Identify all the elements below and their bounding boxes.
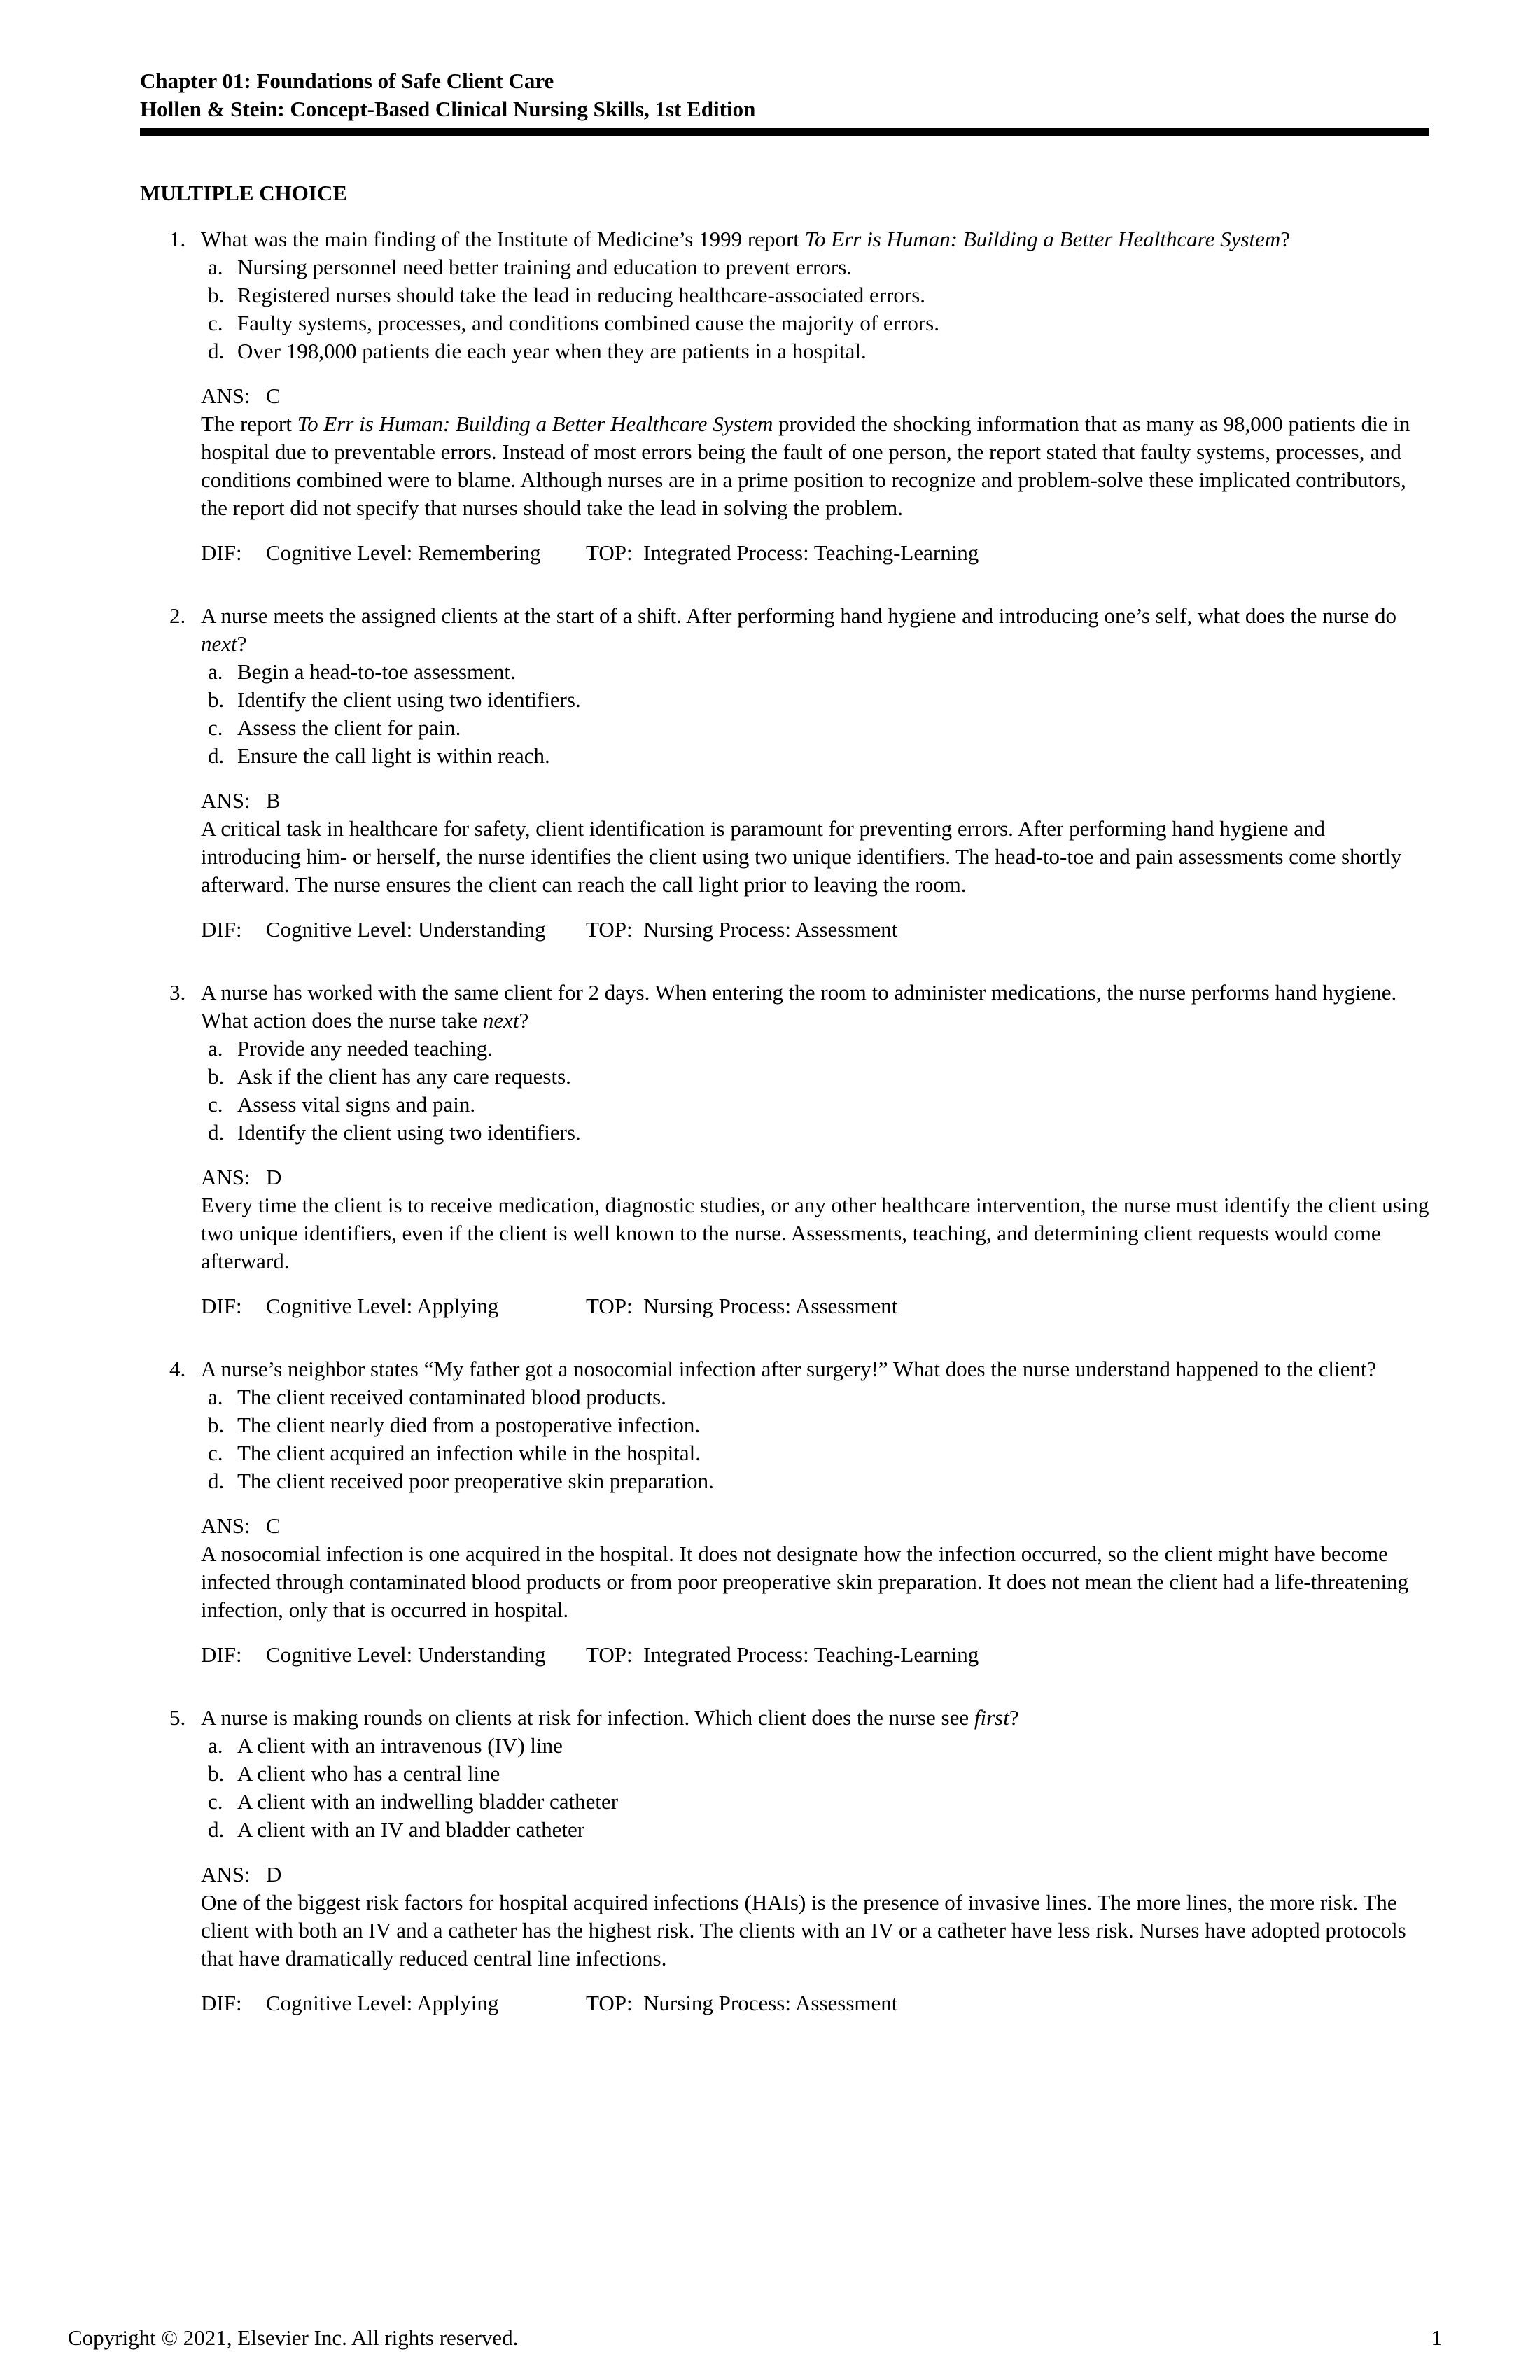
feedback-segment: One of the biggest risk factors for hospital acquired infections (HAIs) is the presence of invasive lines. The more lines, the more risk. The client with both an IV and a catheter has the highest risk. The clients with an IV or a catheter have less risk. Nurses have adopted protocols that have dramatically reduced central line infections. xyxy=(201,1890,1406,1970)
option-letter: b. xyxy=(208,687,225,712)
option-letter: a. xyxy=(208,1036,223,1060)
answer-option xyxy=(201,1411,1429,1439)
answer-option xyxy=(201,1439,1429,1467)
option-letter: a. xyxy=(208,255,223,279)
answer-option xyxy=(201,337,1429,365)
answer-option xyxy=(201,1035,1429,1063)
answer-line xyxy=(201,382,1429,410)
question-body xyxy=(201,979,1429,1320)
feedback-text xyxy=(201,410,1429,522)
question-stem xyxy=(201,1355,1429,1383)
header-book-title: Hollen & Stein: Concept-Based Clinical Nursing Skills, 1st Edition xyxy=(140,97,756,121)
top-value: Nursing Process: Assessment xyxy=(643,917,898,941)
answer-value: C xyxy=(266,1513,281,1538)
question-stem xyxy=(201,1704,1429,1732)
option-letter: d. xyxy=(208,1817,225,1842)
answer-line xyxy=(201,787,1429,815)
question-block xyxy=(140,979,1429,1320)
option-text: Ensure the call light is within reach. xyxy=(237,743,550,768)
question-block xyxy=(140,602,1429,944)
top-label: TOP: xyxy=(586,1642,633,1667)
feedback-italic-text: To Err is Human: Building a Better Healthcare System xyxy=(297,412,774,436)
stem-text-after: ? xyxy=(237,631,247,656)
answer-value: B xyxy=(266,788,281,813)
answer-label: ANS: xyxy=(201,384,251,408)
answer-line xyxy=(201,1512,1429,1540)
option-text: The client received poor preoperative skin preparation. xyxy=(237,1469,714,1493)
question-stem xyxy=(201,602,1429,658)
answer-option xyxy=(201,686,1429,714)
answer-option xyxy=(201,253,1429,281)
answer-option xyxy=(201,1788,1429,1816)
answer-option xyxy=(201,309,1429,337)
options-list xyxy=(201,1732,1429,1844)
answer-value: C xyxy=(266,384,281,408)
option-text: A client with an intravenous (IV) line xyxy=(237,1733,563,1758)
option-letter: d. xyxy=(208,339,225,363)
footer-copyright: Copyright © 2021, Elsevier Inc. All rights reserved. xyxy=(68,2325,519,2350)
question-number: 4. xyxy=(169,1357,186,1381)
answer-option xyxy=(201,281,1429,309)
option-letter: a. xyxy=(208,659,223,684)
stem-text: What was the main finding of the Institute of Medicine’s 1999 report xyxy=(201,227,805,251)
option-text: A client with an IV and bladder catheter xyxy=(237,1817,585,1842)
feedback-text xyxy=(201,1889,1429,1973)
feedback-segment-after: provided the shocking information that as many as 98,000 patients die in hospital due to preventable errors. Instead of most errors being the fault of one person, the report stated that faulty systems, processes, and conditions combined were to blame. Although nurses are in a prime position to recognize and problem-solve these implicated contributors, the report did not specify that nurses should take the lead in solving the problem. xyxy=(201,412,1410,520)
answer-option xyxy=(201,1119,1429,1147)
option-letter: d. xyxy=(208,1469,225,1493)
option-letter: b. xyxy=(208,283,225,307)
option-text: Provide any needed teaching. xyxy=(237,1036,493,1060)
question-stem xyxy=(201,979,1429,1035)
answer-option xyxy=(201,1760,1429,1788)
option-letter: d. xyxy=(208,743,225,768)
answer-option xyxy=(201,1383,1429,1411)
option-text: Begin a head-to-toe assessment. xyxy=(237,659,516,684)
stem-text: A nurse’s neighbor states “My father got a nosocomial infection after surgery!” What does the nurse understand happened to the client? xyxy=(201,1357,1377,1381)
stem-italic-text: first xyxy=(974,1705,1009,1730)
answer-option xyxy=(201,1816,1429,1844)
stem-text-after: ? xyxy=(1009,1705,1019,1730)
top-value: Integrated Process: Teaching-Learning xyxy=(643,1642,979,1667)
option-letter: c. xyxy=(208,1441,223,1465)
feedback-segment: A critical task in healthcare for safety, client identification is paramount for preventing errors. After performing hand hygiene and introducing him- or herself, the nurse identifies the client using two unique identifiers. The head-to-toe and pain assessments come shortly afterward. The nurse ensures the client can reach the call light prior to leaving the room. xyxy=(201,816,1402,897)
option-text: Ask if the client has any care requests. xyxy=(237,1064,571,1088)
dif-value: Cognitive Level: Applying xyxy=(266,1294,499,1318)
option-text: Over 198,000 patients die each year when they are patients in a hospital. xyxy=(237,339,867,363)
dif-top-line xyxy=(201,539,1429,567)
stem-text: A nurse meets the assigned clients at the start of a shift. After performing hand hygiene and introducing one’s self, what does the nurse do xyxy=(201,603,1397,628)
question-number: 2. xyxy=(169,603,186,628)
feedback-text xyxy=(201,815,1429,899)
top-label: TOP: xyxy=(586,540,633,565)
section-title: MULTIPLE CHOICE xyxy=(140,181,347,205)
dif-label: DIF: xyxy=(201,1294,242,1318)
questions-list xyxy=(140,225,1429,2017)
dif-top-line xyxy=(201,916,1429,944)
question-block xyxy=(140,225,1429,567)
option-letter: b. xyxy=(208,1064,225,1088)
option-text: Identify the client using two identifiers. xyxy=(237,1120,581,1144)
answer-label: ANS: xyxy=(201,788,251,813)
option-text: Assess vital signs and pain. xyxy=(237,1092,476,1116)
answer-label: ANS: xyxy=(201,1513,251,1538)
top-label: TOP: xyxy=(586,1991,633,2015)
dif-top-line xyxy=(201,1989,1429,2017)
option-letter: c. xyxy=(208,311,223,335)
option-text: A client with an indwelling bladder catheter xyxy=(237,1789,619,1814)
dif-value: Cognitive Level: Applying xyxy=(266,1991,499,2015)
option-text: The client nearly died from a postoperative infection. xyxy=(237,1413,701,1437)
question-body xyxy=(201,225,1429,567)
feedback-text xyxy=(201,1540,1429,1624)
option-letter: c. xyxy=(208,715,223,740)
stem-text-after: ? xyxy=(519,1008,529,1032)
stem-italic-text: next xyxy=(201,631,237,656)
options-list xyxy=(201,1383,1429,1495)
stem-text: A nurse is making rounds on clients at risk for infection. Which client does the nurse see xyxy=(201,1705,974,1730)
option-text: The client received contaminated blood products. xyxy=(237,1385,666,1409)
stem-text: A nurse has worked with the same client for 2 days. When entering the room to administer medications, the nurse performs hand hygiene. What action does the nurse take xyxy=(201,980,1397,1032)
answer-option xyxy=(201,1063,1429,1091)
stem-italic-text: To Err is Human: Building a Better Healthcare System xyxy=(804,227,1281,251)
option-letter: c. xyxy=(208,1789,223,1814)
top-value: Nursing Process: Assessment xyxy=(643,1294,898,1318)
options-list xyxy=(201,658,1429,770)
stem-italic-text: next xyxy=(482,1008,519,1032)
document-footer xyxy=(68,2324,1442,2352)
answer-option xyxy=(201,1091,1429,1119)
answer-label: ANS: xyxy=(201,1862,251,1886)
question-number: 5. xyxy=(169,1705,186,1730)
top-label: TOP: xyxy=(586,1294,633,1318)
dif-top-line xyxy=(201,1292,1429,1320)
option-letter: b. xyxy=(208,1413,225,1437)
feedback-segment: A nosocomial infection is one acquired in the hospital. It does not designate how the infection occurred, so the client might have become infected through contaminated blood products or from poor preoperative skin preparation. It does not mean the client had a life-threatening infection, only that is occurred in hospital. xyxy=(201,1541,1409,1622)
answer-label: ANS: xyxy=(201,1165,251,1189)
top-value: Integrated Process: Teaching-Learning xyxy=(643,540,979,565)
option-letter: b. xyxy=(208,1761,225,1786)
question-body xyxy=(201,1355,1429,1669)
dif-value: Cognitive Level: Remembering xyxy=(266,540,541,565)
feedback-segment: The report xyxy=(201,412,298,436)
dif-label: DIF: xyxy=(201,540,242,565)
header-chapter-title: Chapter 01: Foundations of Safe Client Care xyxy=(140,69,554,93)
option-letter: a. xyxy=(208,1385,223,1409)
options-list xyxy=(201,1035,1429,1147)
stem-text-after: ? xyxy=(1280,227,1291,251)
question-number: 1. xyxy=(169,227,186,251)
dif-top-line xyxy=(201,1641,1429,1669)
dif-label: DIF: xyxy=(201,1991,242,2015)
answer-option xyxy=(201,742,1429,770)
header-rule xyxy=(140,128,1429,136)
top-value: Nursing Process: Assessment xyxy=(643,1991,898,2015)
option-text: Assess the client for pain. xyxy=(237,715,461,740)
question-body xyxy=(201,602,1429,944)
question-block xyxy=(140,1355,1429,1669)
feedback-text xyxy=(201,1191,1429,1275)
feedback-segment: Every time the client is to receive medication, diagnostic studies, or any other healthcare intervention, the nurse must identify the client using two unique identifiers, even if the client is well known to the nurse. Assessments, teaching, and determining client requests would come afterward. xyxy=(201,1193,1429,1273)
footer-page-number: 1 xyxy=(1431,2325,1442,2350)
options-list xyxy=(201,253,1429,365)
question-body xyxy=(201,1704,1429,2017)
option-letter: a. xyxy=(208,1733,223,1758)
question-stem xyxy=(201,225,1429,253)
document-header xyxy=(140,67,1429,136)
question-block xyxy=(140,1704,1429,2017)
top-label: TOP: xyxy=(586,917,633,941)
option-text: The client acquired an infection while in the hospital. xyxy=(237,1441,701,1465)
option-text: Nursing personnel need better training and education to prevent errors. xyxy=(237,255,853,279)
dif-value: Cognitive Level: Understanding xyxy=(266,917,546,941)
answer-option xyxy=(201,1732,1429,1760)
dif-label: DIF: xyxy=(201,917,242,941)
answer-line xyxy=(201,1861,1429,1889)
option-text: A client who has a central line xyxy=(237,1761,500,1786)
dif-value: Cognitive Level: Understanding xyxy=(266,1642,546,1667)
question-number: 3. xyxy=(169,980,186,1004)
dif-label: DIF: xyxy=(201,1642,242,1667)
answer-line xyxy=(201,1163,1429,1191)
option-text: Registered nurses should take the lead in reducing healthcare-associated errors. xyxy=(237,283,926,307)
option-letter: c. xyxy=(208,1092,223,1116)
answer-option xyxy=(201,658,1429,686)
answer-value: D xyxy=(266,1165,282,1189)
option-letter: d. xyxy=(208,1120,225,1144)
answer-option xyxy=(201,714,1429,742)
answer-value: D xyxy=(266,1862,282,1886)
option-text: Identify the client using two identifiers. xyxy=(237,687,581,712)
option-text: Faulty systems, processes, and conditions combined cause the majority of errors. xyxy=(237,311,939,335)
answer-option xyxy=(201,1467,1429,1495)
